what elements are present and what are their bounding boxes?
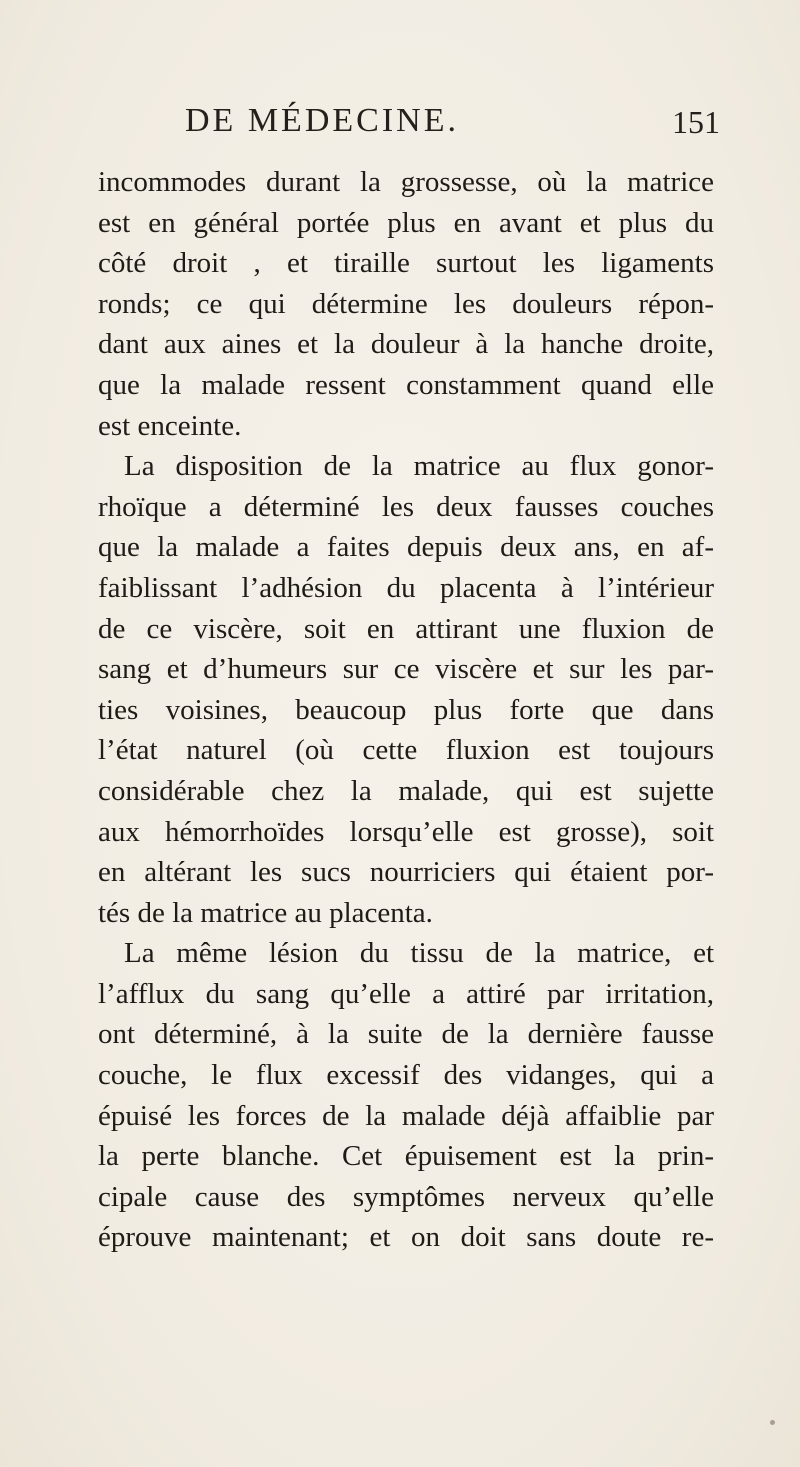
- ink-speck: [770, 1420, 775, 1425]
- text-line: considérable chez la malade, qui est sujette: [98, 774, 714, 807]
- text-line: de ce viscère, soit en attirant une fluxion de: [98, 612, 714, 645]
- text-line: dant aux aines et la douleur à la hanche droite,: [98, 328, 714, 361]
- text-line: faiblissant l’adhésion du placenta à l’intérieur: [98, 571, 714, 604]
- text-line: aux hémorrhoïdes lorsqu’elle est grosse), soit: [98, 815, 714, 848]
- text-line: ont déterminé, à la suite de la dernière fausse: [98, 1018, 714, 1051]
- running-title: DE MÉDECINE.: [185, 102, 459, 139]
- text-line: l’afflux du sang qu’elle a attiré par irritation,: [98, 977, 714, 1010]
- text-line: l’état naturel (où cette fluxion est toujours: [98, 734, 714, 767]
- running-head: [0, 102, 800, 152]
- text-line: incommodes durant la grossesse, où la matrice: [98, 166, 714, 198]
- text-line: en altérant les sucs nourriciers qui étaient por-: [98, 856, 714, 889]
- text-line: est enceinte.: [98, 409, 242, 442]
- text-line: la perte blanche. Cet épuisement est la prin-: [98, 1140, 714, 1173]
- text-line: ties voisines, beaucoup plus forte que dans: [98, 693, 714, 726]
- text-line: côté droit , et tiraille surtout les ligaments: [98, 247, 714, 280]
- paragraph-start-line: La même lésion du tissu de la matrice, et: [124, 937, 714, 970]
- text-line: sang et d’humeurs sur ce viscère et sur les par-: [98, 653, 714, 686]
- text-line: tés de la matrice au placenta.: [98, 896, 433, 929]
- text-line: que la malade ressent constamment quand elle: [98, 368, 714, 401]
- text-line: rhoïque a déterminé les deux fausses couches: [98, 490, 714, 523]
- body-text: [98, 162, 714, 1258]
- page-number: 151: [672, 104, 720, 140]
- paragraph-start-line: La disposition de la matrice au flux gonor-: [124, 450, 714, 483]
- text-line: ronds; ce qui détermine les douleurs répon-: [98, 287, 714, 320]
- text-line: couche, le flux excessif des vidanges, qui a: [98, 1059, 714, 1092]
- text-line: épuisé les forces de la malade déjà affaiblie par: [98, 1099, 714, 1132]
- text-line: éprouve maintenant; et on doit sans doute re-: [98, 1221, 714, 1254]
- text-line: cipale cause des symptômes nerveux qu’elle: [98, 1180, 714, 1213]
- text-line: que la malade a faites depuis deux ans, en af-: [98, 531, 714, 564]
- text-line: est en général portée plus en avant et plus du: [98, 206, 714, 239]
